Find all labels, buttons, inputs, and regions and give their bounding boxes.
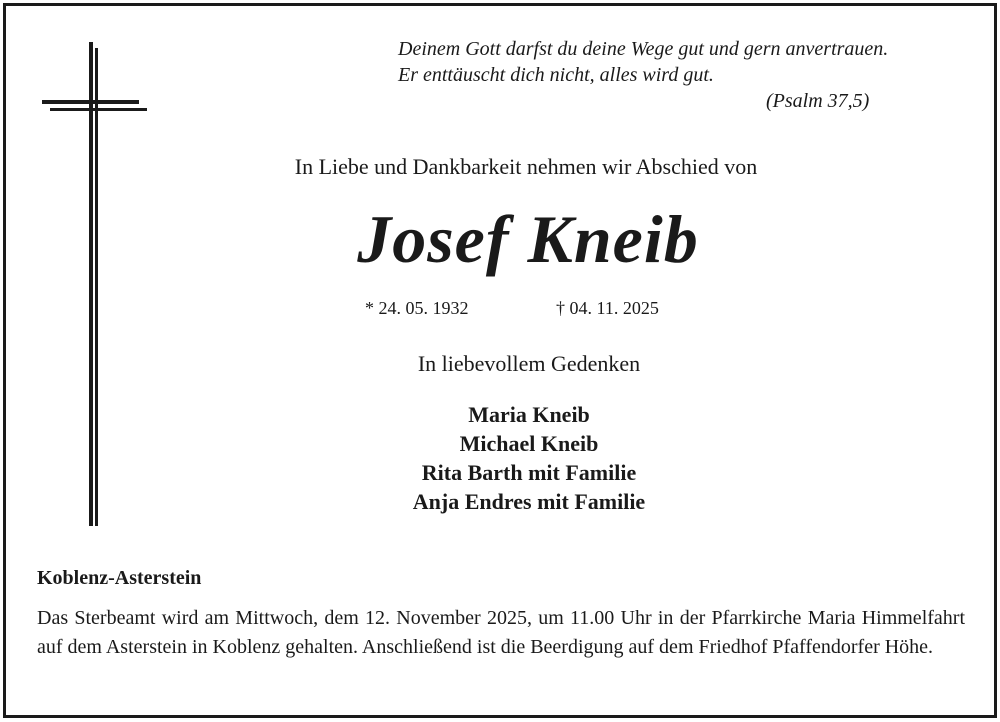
mourner-name: Maria Kneib — [468, 402, 590, 427]
psalm-quote — [398, 36, 958, 88]
death-date: † 04. 11. 2025 — [556, 298, 659, 318]
psalm-reference: (Psalm 37,5) — [766, 90, 870, 112]
service-notice: Das Sterbeamt wird am Mittwoch, dem 12. November 2025, um 11.00 Uhr in der Pfarrkirche Maria Himmelfahrt auf dem Asterstein in Koblenz gehalten. Anschließend ist die Beerdigung auf dem Friedhof Pfaffendorfer Höhe. — [37, 607, 965, 658]
mourners-list — [0, 400, 1000, 516]
cross-horizontal-bar — [42, 100, 139, 104]
psalm-line-2: Er enttäuscht dich nicht, alles wird gut. — [398, 64, 714, 86]
memory-line: In liebevollem Gedenken — [417, 351, 641, 376]
psalm-line-1: Deinem Gott darfst du deine Wege gut und gern anvertrauen. — [398, 38, 889, 60]
farewell-intro: In Liebe und Dankbarkeit nehmen wir Abschied von — [294, 154, 758, 179]
birth-date: * 24. 05. 1932 — [365, 298, 469, 318]
place-heading: Koblenz-Asterstein — [37, 567, 202, 589]
deceased-name: Josef Kneib — [357, 201, 699, 277]
cross-horizontal-bar-shadow — [50, 108, 147, 111]
mourner-name: Michael Kneib — [459, 431, 599, 456]
mourner-name: Anja Endres mit Familie — [412, 489, 646, 514]
mourner-name: Rita Barth mit Familie — [421, 460, 637, 485]
